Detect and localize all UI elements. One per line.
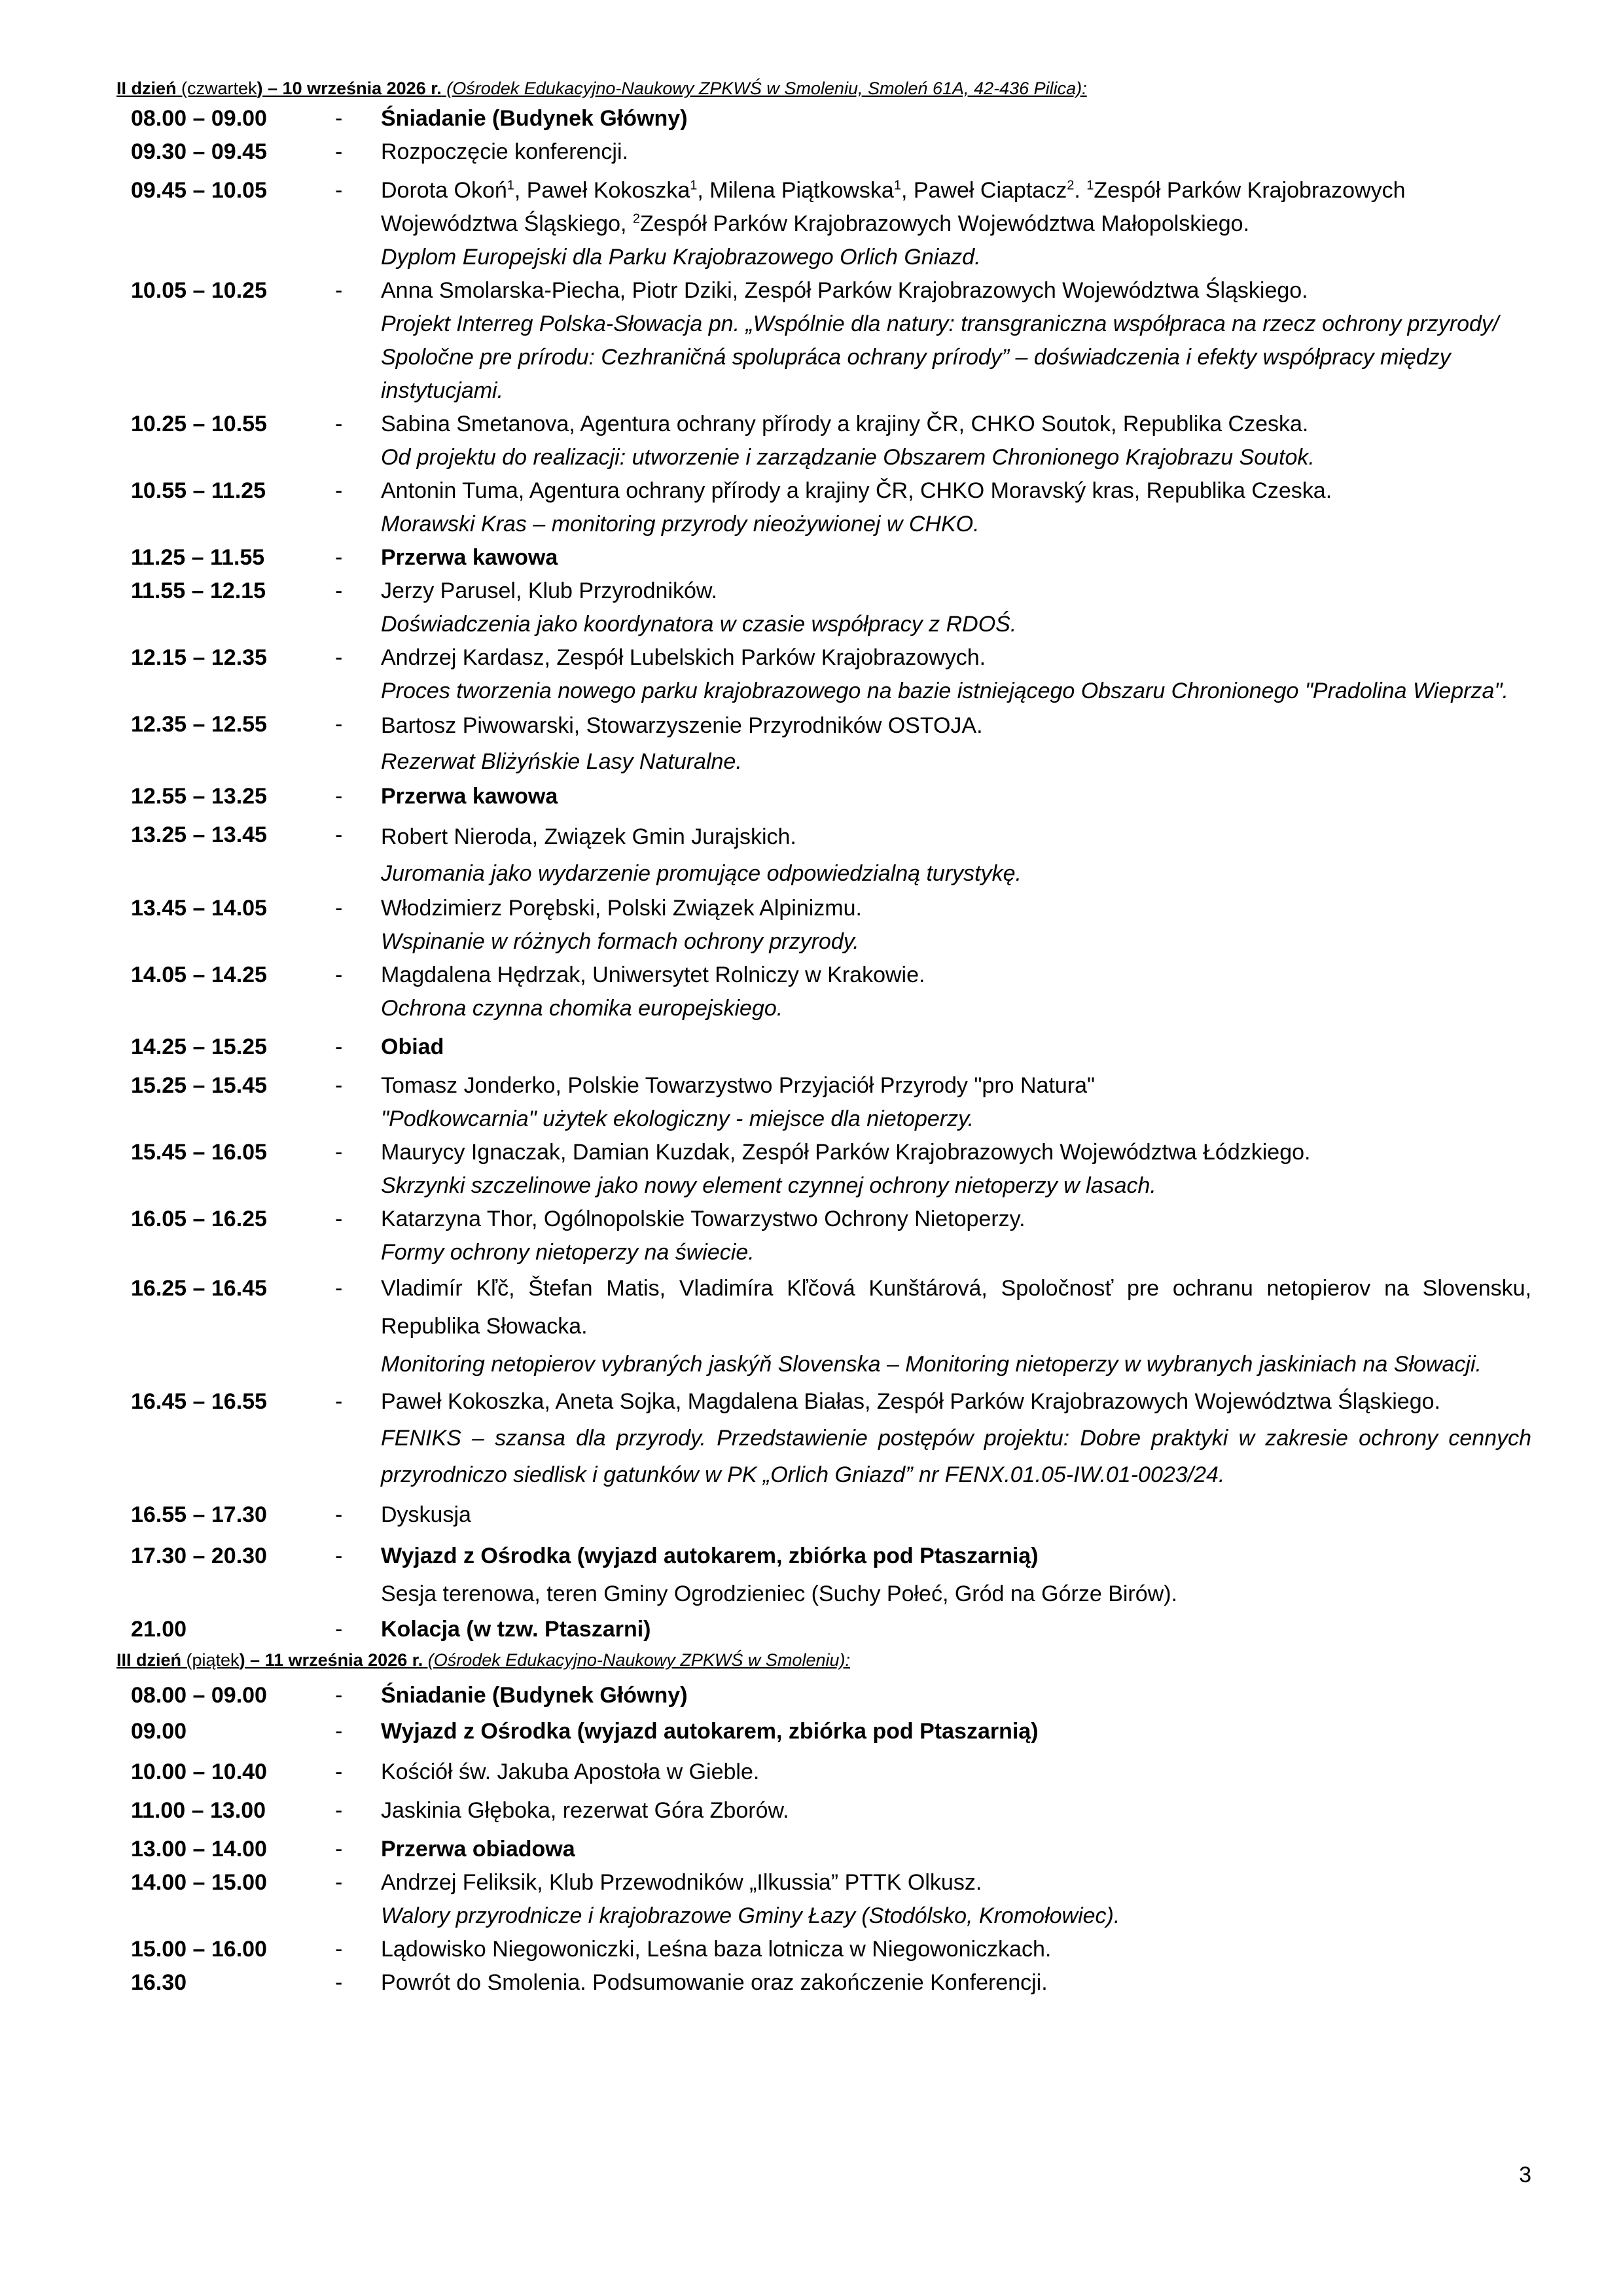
speakers: Magdalena Hędrzak, Uniwersytet Rolniczy w Krakowie. bbox=[381, 963, 925, 987]
speakers: Bartosz Piwowarski, Stowarzyszenie Przyrodników OSTOJA. bbox=[381, 713, 983, 738]
dash: - bbox=[335, 784, 343, 809]
schedule-row bbox=[116, 708, 1531, 780]
time: 14.25 – 15.25 bbox=[131, 1034, 267, 1059]
schedule-row bbox=[116, 959, 1531, 1025]
dash: - bbox=[335, 178, 343, 203]
session-title: Przerwa obiadowa bbox=[381, 1837, 575, 1862]
dash: - bbox=[335, 1140, 343, 1165]
dash: - bbox=[335, 712, 343, 737]
speakers: Sabina Smetanova, Agentura ochrany přírody a krajiny ČR, CHKO Soutok, Republika Czeska. bbox=[381, 412, 1309, 436]
talk-topic: Od projektu do realizacji: utworzenie i zarządzanie Obszarem Chronionego Krajobrazu Soutok. bbox=[381, 445, 1315, 470]
schedule-row bbox=[116, 1203, 1531, 1269]
dash: - bbox=[335, 106, 343, 131]
dash: - bbox=[335, 1207, 343, 1231]
time: 16.05 – 16.25 bbox=[131, 1207, 267, 1231]
day2-place: (Ośrodek Edukacyjno-Naukowy ZPKWŚ w Smoleniu, Smoleń 61A, 42-436 Pilica): bbox=[441, 79, 1087, 98]
session-desc: Sesja terenowa, teren Gminy Ogrodzieniec (Suchy Połeć, Gród na Górze Birów). bbox=[381, 1581, 1177, 1606]
schedule-row bbox=[116, 1269, 1531, 1383]
day3-day: III dzień bbox=[116, 1650, 182, 1670]
time: 10.00 – 10.40 bbox=[131, 1759, 267, 1784]
dash: - bbox=[335, 278, 343, 303]
day3-weekday: (piątek bbox=[181, 1650, 240, 1670]
dash: - bbox=[335, 822, 343, 847]
time: 14.05 – 14.25 bbox=[131, 963, 267, 987]
schedule-row bbox=[116, 169, 1531, 274]
speakers: Andrzej Feliksik, Klub Przewodników „Ilkussia” PTTK Olkusz. bbox=[381, 1870, 982, 1895]
schedule-row bbox=[116, 892, 1531, 959]
talk-topic: Juromania jako wydarzenie promujące odpowiedzialną turystykę. bbox=[381, 861, 1022, 886]
day2-date: ) – 10 września 2026 r. bbox=[257, 79, 442, 98]
session-text: Rozpoczęcie konferencji. bbox=[381, 139, 628, 164]
speakers: Jerzy Parusel, Klub Przyrodników. bbox=[381, 578, 717, 603]
talk-topic: Monitoring netopierov vybraných jaskýň Slovenska – Monitoring nietoperzy w wybranych jaskiniach na Słowacji. bbox=[381, 1352, 1482, 1377]
programme-page bbox=[116, 76, 1531, 2000]
schedule-row bbox=[116, 780, 1531, 813]
speakers: Maurycy Ignaczak, Damian Kuzdak, Zespół Parków Krajobrazowych Województwa Łódzkiego. bbox=[381, 1140, 1311, 1165]
talk-topic: Ochrona czynna chomika europejskiego. bbox=[381, 996, 783, 1021]
session-title: Obiad bbox=[381, 1034, 444, 1059]
speakers: Anna Smolarska-Piecha, Piotr Dziki, Zespół Parków Krajobrazowych Województwa Śląskiego. bbox=[381, 278, 1308, 303]
time: 10.25 – 10.55 bbox=[131, 412, 267, 436]
dash: - bbox=[335, 1837, 343, 1862]
session-title: Kolacja (w tzw. Ptaszarni) bbox=[381, 1617, 651, 1642]
time: 16.30 bbox=[131, 1970, 187, 1995]
time: 10.55 – 11.25 bbox=[131, 478, 266, 503]
session-title: Śniadanie (Budynek Główny) bbox=[381, 1683, 688, 1708]
session-title: Śniadanie (Budynek Główny) bbox=[381, 106, 688, 131]
schedule-row bbox=[116, 1712, 1531, 1750]
schedule-row bbox=[116, 474, 1531, 541]
time: 10.05 – 10.25 bbox=[131, 278, 267, 303]
time: 16.45 – 16.55 bbox=[131, 1389, 267, 1414]
schedule-row bbox=[116, 1493, 1531, 1532]
schedule-row bbox=[116, 1136, 1531, 1203]
session-text: Dyskusja bbox=[381, 1502, 471, 1527]
dash: - bbox=[335, 1798, 343, 1823]
schedule-row bbox=[116, 1613, 1531, 1646]
time: 11.00 – 13.00 bbox=[131, 1798, 266, 1823]
time: 11.25 – 11.55 bbox=[131, 545, 265, 570]
schedule-row bbox=[116, 1828, 1531, 1866]
day3-date: ) – 11 września 2026 r. bbox=[239, 1650, 423, 1670]
dash: - bbox=[335, 1034, 343, 1059]
schedule-row bbox=[116, 1532, 1531, 1613]
schedule-row bbox=[116, 102, 1531, 135]
session-title-rest: (wyjazd autokarem, zbiórka pod Ptaszarnią) bbox=[571, 1544, 1039, 1568]
schedule-row bbox=[116, 813, 1531, 892]
talk-topic: Morawski Kras – monitoring przyrody nieożywionej w CHKO. bbox=[381, 512, 980, 537]
talk-topic: Formy ochrony nietoperzy na świecie. bbox=[381, 1240, 755, 1265]
schedule-row bbox=[116, 274, 1531, 408]
dash: - bbox=[335, 1719, 343, 1744]
time: 08.00 – 09.00 bbox=[131, 106, 267, 131]
schedule-row bbox=[116, 1750, 1531, 1789]
time: 11.55 – 12.15 bbox=[131, 578, 266, 603]
time: 09.30 – 09.45 bbox=[131, 139, 267, 164]
day2-header bbox=[116, 76, 1531, 101]
schedule-row bbox=[116, 1383, 1531, 1493]
talk-topic: FENIKS – szansa dla przyrody. Przedstawienie postępów projektu: Dobre praktyki w zakresie ochrony cennych przyrodniczo siedlisk i gatunków w PK „Orlich Gniazd” nr FENX.01.05-IW.01-0023/24. bbox=[381, 1426, 1531, 1487]
speakers: Robert Nieroda, Związek Gmin Jurajskich. bbox=[381, 824, 796, 849]
time: 12.35 – 12.55 bbox=[131, 712, 267, 737]
session-title: Wyjazd z Ośrodka bbox=[381, 1544, 571, 1568]
speakers: Vladimír Kľč, Štefan Matis, Vladimíra Kľčová Kunštárová, Spoločnosť pre ochranu netopierov na Slovensku, Republika Słowacka. bbox=[381, 1276, 1531, 1339]
talk-topic: Projekt Interreg Polska-Słowacja pn. „Wspólnie dla natury: transgraniczna współpraca na rzecz ochrony przyrody/ Spoločne pre prírodu: Cezhraničná spolupráca ochrany prírody” – doświadczenia i efekty współpracy między instytucjami. bbox=[381, 311, 1499, 403]
time: 13.25 – 13.45 bbox=[131, 822, 267, 847]
speakers: Tomasz Jonderko, Polskie Towarzystwo Przyjaciół Przyrody "pro Natura" bbox=[381, 1073, 1096, 1098]
schedule-row bbox=[116, 1789, 1531, 1828]
dash: - bbox=[335, 645, 343, 670]
dash: - bbox=[335, 1937, 343, 1962]
dash: - bbox=[335, 1870, 343, 1895]
schedule-row bbox=[116, 1866, 1531, 1933]
day2-day: II dzień bbox=[116, 79, 177, 98]
time: 13.00 – 14.00 bbox=[131, 1837, 267, 1862]
dash: - bbox=[335, 578, 343, 603]
schedule-row bbox=[116, 135, 1531, 169]
schedule-row bbox=[116, 641, 1531, 708]
dash: - bbox=[335, 1389, 343, 1414]
speakers: Antonin Tuma, Agentura ochrany přírody a krajiny ČR, CHKO Moravský kras, Republika Czeska. bbox=[381, 478, 1332, 503]
session-title: Przerwa kawowa bbox=[381, 545, 558, 570]
dash: - bbox=[335, 1502, 343, 1527]
schedule-row bbox=[116, 541, 1531, 574]
speakers: Dorota Okoń$^1$, Paweł Kokoszka$^1$, Milena Piątkowska$^1$, Paweł Ciaptacz$^2$. $^1$Zespół Parków Krajobrazowych Województwa Śląskiego, $^2$Zespół Parków Krajobrazowych Województwa Małopolskiego. bbox=[381, 178, 1406, 236]
talk-topic: Walory przyrodnicze i krajobrazowe Gminy Łazy (Stodólsko, Kromołowiec). bbox=[381, 1903, 1120, 1928]
time: 17.30 – 20.30 bbox=[131, 1544, 267, 1568]
time: 12.15 – 12.35 bbox=[131, 645, 267, 670]
talk-topic: Dyplom Europejski dla Parku Krajobrazowego Orlich Gniazd. bbox=[381, 245, 981, 270]
dash: - bbox=[335, 963, 343, 987]
time: 16.55 – 17.30 bbox=[131, 1502, 267, 1527]
talk-topic: Proces tworzenia nowego parku krajobrazowego na bazie istniejącego Obszaru Chronionego "Pradolina Wieprza". bbox=[381, 679, 1508, 703]
dash: - bbox=[335, 1759, 343, 1784]
speakers: Paweł Kokoszka, Aneta Sojka, Magdalena Białas, Zespół Parków Krajobrazowych Województwa Śląskiego. bbox=[381, 1389, 1440, 1414]
dash: - bbox=[335, 1683, 343, 1708]
time: 21.00 bbox=[131, 1617, 187, 1642]
talk-topic: Doświadczenia jako koordynatora w czasie współpracy z RDOŚ. bbox=[381, 612, 1017, 637]
dash: - bbox=[335, 1970, 343, 1995]
schedule-row bbox=[116, 1064, 1531, 1136]
talk-topic: Skrzynki szczelinowe jako nowy element czynnej ochrony nietoperzy w lasach. bbox=[381, 1173, 1156, 1198]
schedule-row bbox=[116, 1966, 1531, 2000]
talk-topic: "Podkowcarnia" użytek ekologiczny - miejsce dla nietoperzy. bbox=[381, 1106, 974, 1131]
session-text: Powrót do Smolenia. Podsumowanie oraz zakończenie Konferencji. bbox=[381, 1970, 1048, 1995]
speakers: Włodzimierz Porębski, Polski Związek Alpinizmu. bbox=[381, 896, 862, 921]
time: 09.00 bbox=[131, 1719, 187, 1744]
time: 16.25 – 16.45 bbox=[131, 1276, 267, 1301]
session-text: Jaskinia Głęboka, rezerwat Góra Zborów. bbox=[381, 1798, 789, 1823]
page-number: 3 bbox=[1519, 2163, 1531, 2187]
time: 09.45 – 10.05 bbox=[131, 178, 267, 203]
schedule-row bbox=[116, 408, 1531, 474]
schedule-row bbox=[116, 1025, 1531, 1064]
talk-topic: Wspinanie w różnych formach ochrony przyrody. bbox=[381, 929, 859, 954]
dash: - bbox=[335, 1073, 343, 1098]
day3-place: (Ośrodek Edukacyjno-Naukowy ZPKWŚ w Smoleniu): bbox=[423, 1650, 850, 1670]
session-text: Kościół św. Jakuba Apostoła w Gieble. bbox=[381, 1759, 760, 1784]
dash: - bbox=[335, 896, 343, 921]
time: 15.45 – 16.05 bbox=[131, 1140, 267, 1165]
talk-topic: Rezerwat Bliżyńskie Lasy Naturalne. bbox=[381, 749, 742, 774]
time: 15.25 – 15.45 bbox=[131, 1073, 267, 1098]
day3-header bbox=[116, 1648, 1531, 1672]
session-text: Lądowisko Niegowoniczki, Leśna baza lotnicza w Niegowoniczkach. bbox=[381, 1937, 1052, 1962]
time: 15.00 – 16.00 bbox=[131, 1937, 267, 1962]
time: 13.45 – 14.05 bbox=[131, 896, 267, 921]
time: 12.55 – 13.25 bbox=[131, 784, 267, 809]
schedule-row bbox=[116, 1674, 1531, 1712]
dash: - bbox=[335, 478, 343, 503]
speakers: Andrzej Kardasz, Zespół Lubelskich Parków Krajobrazowych. bbox=[381, 645, 986, 670]
time: 14.00 – 15.00 bbox=[131, 1870, 267, 1895]
schedule-row bbox=[116, 574, 1531, 641]
session-title: Wyjazd z Ośrodka (wyjazd autokarem, zbiórka pod Ptaszarnią) bbox=[381, 1719, 1039, 1744]
dash: - bbox=[335, 412, 343, 436]
dash: - bbox=[335, 1276, 343, 1301]
time: 08.00 – 09.00 bbox=[131, 1683, 267, 1708]
day2-weekday: (czwartek bbox=[176, 79, 257, 98]
dash: - bbox=[335, 1617, 343, 1642]
speakers: Katarzyna Thor, Ogólnopolskie Towarzystwo Ochrony Nietoperzy. bbox=[381, 1207, 1026, 1231]
schedule-row bbox=[116, 1933, 1531, 1966]
session-title: Przerwa kawowa bbox=[381, 784, 558, 809]
dash: - bbox=[335, 545, 343, 570]
dash: - bbox=[335, 139, 343, 164]
dash: - bbox=[335, 1544, 343, 1568]
